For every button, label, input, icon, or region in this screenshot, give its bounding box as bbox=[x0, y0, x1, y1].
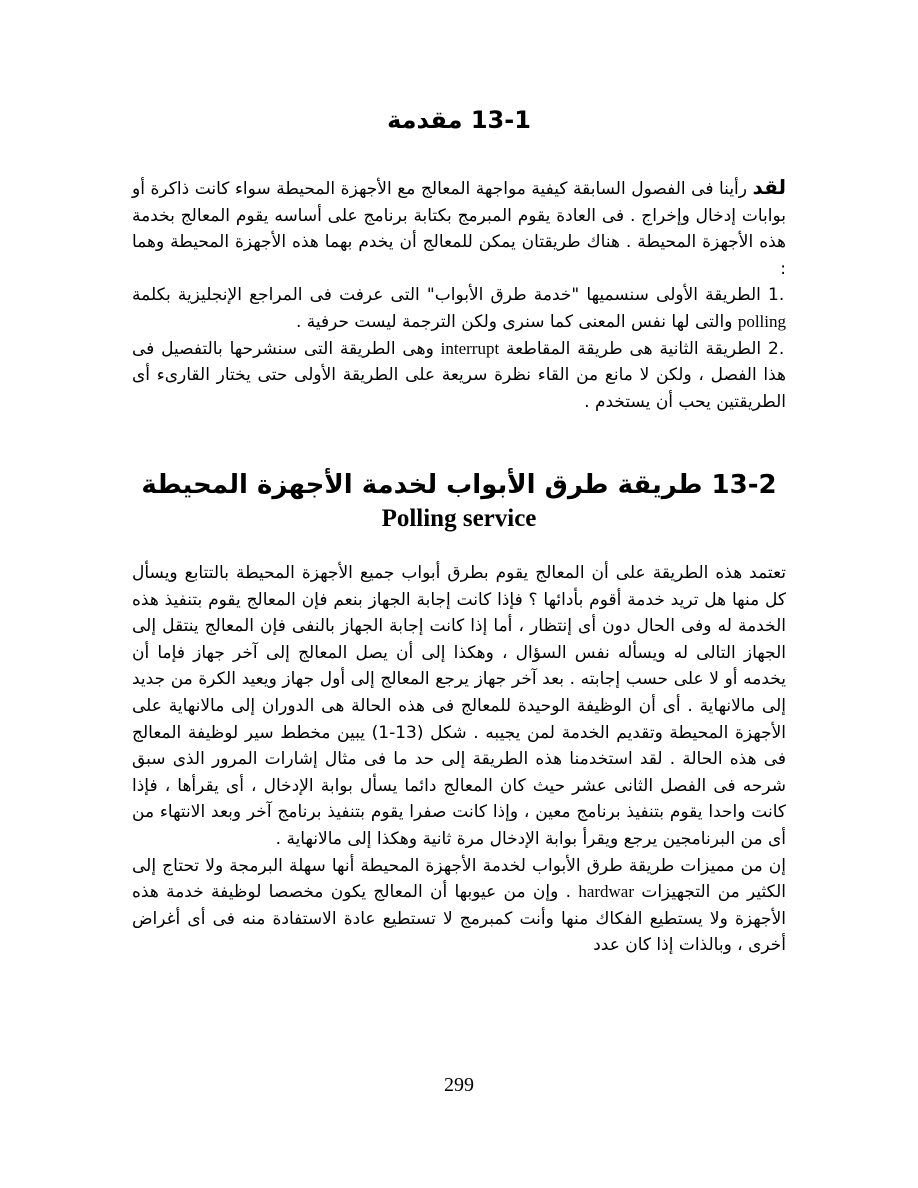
list-item-2-number: 2. bbox=[768, 338, 785, 359]
list-item-1 bbox=[132, 282, 786, 335]
list-item-2-text-after: وهى الطريقة التى سنشرحها بالتفصيل فى هذا الفصل ، ولكن لا مانع من القاء نظرة سريعة على الطريقة الأولى حتى يختار القارىء أى الطريقتين يحب أن يستخدم . bbox=[132, 338, 786, 412]
polling-paragraph-2-term: hardwar bbox=[578, 882, 635, 902]
section-heading-polling: 13-2 طريقة طرق الأبواب لخدمة الأجهزة المحيطة bbox=[141, 470, 777, 500]
section-heading-polling-english: Polling service bbox=[381, 505, 537, 532]
intro-lead-word: لقد bbox=[752, 175, 786, 199]
polling-body-block bbox=[132, 560, 786, 959]
polling-paragraph-1: تعتمد هذه الطريقة على أن المعالج يقوم بطرق أبواب جميع الأجهزة المحيطة بالتتابع ويسأل كل منها هل تريد خدمة أقوم بأدائها ؟ فإذا كانت إجابة الجهاز بنعم فإن المعالج يقوم بتنفيذ هذه الخدمة له وفى الحال دون أى إنتظار ، أما إذا كانت إجابة الجهاز بالنفى فإن المعالج ينتقل إلى الجهاز التالى له ويسأله نفس السؤال ، وهكذا إلى أن يصل المعالج إلى آخر جهاز فإما أن يخدمه أو لا على حسب إجابته . بعد آخر جهاز يرجع المعالج إلى أول جهاز ويعيد الكرة من جديد إلى مالانهاية . أى أن الوظيفة الوحيدة للمعالج فى هذه الحالة هى الدوران إلى مالانهاية على الأجهزة المحيطة وتقديم الخدمة لمن يجيبه . شكل (13-1) يبين مخطط سير لوظيفة المعالج فى هذه الحالة . لقد استخدمنا هذه الطريقة إلى حد ما فى مثال إشارات المرور الذى سبق شرحه فى الفصل الثانى عشر حيث كان المعالج دائما يسأل بوابة الإدخال ، أى يقرأها ، فإذا كانت واحدا يقوم بتنفيذ برنامج معين ، وإذا كانت صفرا يقوم بتنفيذ برنامج آخر وبعد الانتهاء من أى من البرنامجين يرجع ويقرأ بوابة الإدخال مرة ثانية وهكذا إلى مالانهاية . bbox=[132, 563, 786, 849]
list-item-2-term: interrupt bbox=[440, 338, 500, 358]
list-item-2 bbox=[132, 336, 786, 416]
list-item-1-text-before: الطريقة الأولى سنسميها "خدمة طرق الأبواب" التى عرفت فى المراجع الإنجليزية بكلمة bbox=[132, 285, 761, 306]
list-item-1-term: polling bbox=[737, 311, 786, 331]
list-item-1-text-after: والتى لها نفس المعنى كما سنرى ولكن الترجمة ليست حرفية . bbox=[295, 311, 733, 332]
page-number: 299 bbox=[444, 1074, 474, 1096]
polling-paragraph-2-before: إن من مميزات طريقة طرق الأبواب لخدمة الأجهزة المحيطة أنها سهلة البرمجة ولا تحتاج إلى الكثير من التجهيزات bbox=[132, 855, 786, 903]
polling-paragraph-2 bbox=[132, 853, 786, 959]
intro-text: رأينا فى الفصول السابقة كيفية مواجهة المعالج مع الأجهزة المحيطة سواء كانت ذاكرة أو بوابات إدخال وإخراج . فى العادة يقوم المبرمج بكتابة برنامج على أساسه يقوم المعالج بخدمة هذه الأجهزة المحيطة . هناك طريقتان يمكن للمعالج أن يخدم بهما هذه الأجهزة المحيطة وهما : bbox=[132, 179, 786, 279]
polling-paragraph-2-after: . وإن من عيوبها أن المعالج يكون مخصصا لوظيفة خدمة هذه الأجهزة ولا يستطيع الفكاك منها وأنت كمبرمج لا تستطيع عادة الاستفادة منه فى أى أغراض أخرى ، وبالذات إذا كان عدد bbox=[132, 882, 786, 956]
list-item-1-number: 1. bbox=[768, 285, 785, 306]
intro-paragraph bbox=[132, 174, 786, 282]
introduction-block bbox=[132, 174, 786, 415]
section-heading-introduction: 13-1 مقدمة bbox=[387, 106, 531, 134]
list-item-2-text-before: الطريقة الثانية هى طريقة المقاطعة bbox=[506, 338, 762, 359]
